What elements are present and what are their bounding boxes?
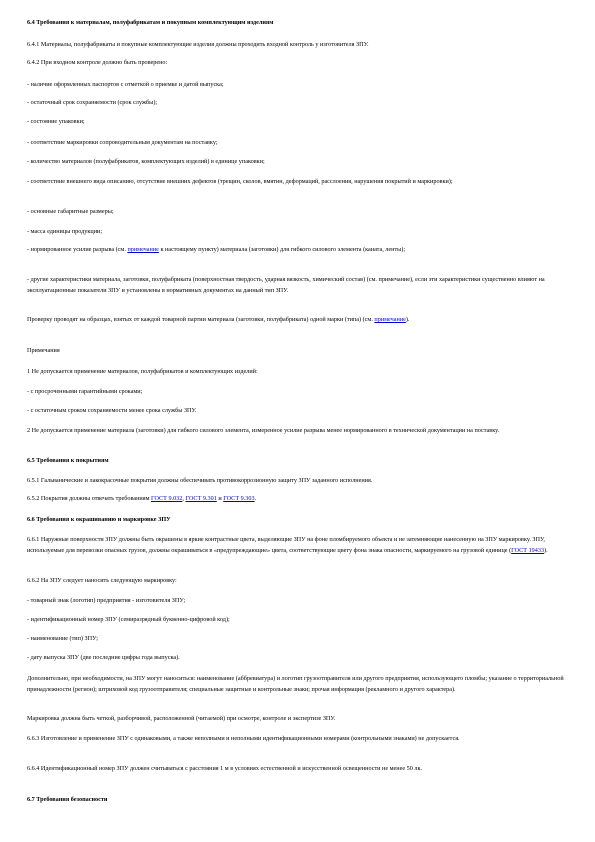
list-item-dimensions: - основные габаритные размеры; (27, 208, 114, 215)
list-item-shelf-life: - остаточный срок сохраняемости (срок службы); (27, 99, 158, 106)
list-item-packaging: - состояние упаковки; (27, 118, 85, 125)
paragraph-6-5-1: 6.5.1 Гальванические и лакокрасочные покрытия должны обеспечивать противокоррозионную защиту ЗПУ заданного исполнения. (27, 477, 373, 484)
note-1-item-expired: - с просроченными гарантийными сроками; (27, 388, 143, 395)
paragraph-readability: Маркировка должна быть четкой, разборчивой, расположенной (читаемой) при осмотре, контроле и экспертизе ЗПУ. (27, 715, 336, 722)
note-link[interactable]: примечание (374, 316, 406, 323)
paragraph-6-4-2: 6.4.2 При входном контроле должно быть проверено: (27, 59, 168, 66)
paragraph-6-5-2: 6.5.2 Покрытия должны отвечать требованиям ГОСТ 9.032, ГОСТ 9.301 и ГОСТ 9.303. (27, 495, 257, 502)
list-item-tensile: - нормированное усилие разрыва (см. примечание к настоящему пункту) материала (заготовки) для гибкого силового элемента (каната, ленты); (27, 246, 406, 253)
section-heading-6-7: 6.7 Требования безопасности (27, 796, 108, 803)
section-heading-6-6: 6.6 Требования к окрашиванию и маркировке ЗПУ (27, 516, 171, 523)
gost-9-301-link[interactable]: ГОСТ 9.301 (185, 495, 217, 502)
paragraph-sampling: Проверку проводят на образцах, взятых от каждой товарной партии материала (заготовки, полуфабриката) одной марки (типа) (см. примечание). (27, 316, 410, 323)
paragraph-6-6-2: 6.6.2 На ЗПУ следует наносить следующую маркировку: (27, 577, 177, 584)
paragraph-6-6-1: 6.6.1 Наружные поверхности ЗПУ должны быть окрашены в яркие контрастные цвета, выделяющие ЗПУ на фоне пломбируемого объекта и не затемняющие нанесенную на ЗПУ маркировку. ЗПУ, используемые для перевозки опасных грузов, должны окрашиваться в «предупреждающие» цвета, соответствующие цвету фона знака опасности, маркируемого на грузовой единице (ГОСТ 19433). (27, 536, 548, 554)
section-heading-6-5: 6.5 Требования к покрытиям (27, 457, 109, 464)
list-item-other-properties: - другие характеристики материала, заготовки, полуфабриката (поверхностная твердость, ударная вязкость, химический состав) (см. примечание), если эти характеристики существенно влияют на эксплуатационные показатели ЗПУ и установлены в нормативных документах на данный тип ЗПУ. (27, 276, 545, 294)
list-item-mass: - масса единицы продукции; (27, 228, 103, 235)
gost-19433-link[interactable]: ГОСТ 19433 (511, 546, 545, 554)
marking-item-type: - наименование (тип) ЗПУ; (27, 635, 98, 642)
note-2: 2 Не допускается применение материала (заготовки) для гибкого силового элемента, измеренное усилие разрыва менее нормированного в технической документации на поставку. (27, 427, 500, 434)
marking-item-id-number: - идентификационный номер ЗПУ (семиразрядный буквенно-цифровой код); (27, 616, 230, 623)
gost-9-303-link[interactable]: ГОСТ 9.303 (223, 495, 255, 502)
section-heading-6-4: 6.4 Требования к материалам, полуфабрикатам и покупным комплектующим изделиям (27, 19, 274, 26)
list-item-quantity: - количество материалов (полуфабрикатов, комплектующих изделий) в единице упаковки; (27, 158, 265, 165)
list-item-appearance: - соответствие внешнего вида описанию, отсутствие внешних дефектов (трещин, сколов, вмятин, деформаций, расслоения, нарушения покрытий и маркировки); (27, 178, 453, 185)
list-item-marking: - соответствие маркировки сопроводительным документам на поставку; (27, 139, 218, 146)
paragraph-additional-marking: Дополнительно, при необходимости, на ЗПУ могут наноситься: наименование (аббревиатура) и логотип грузоотправителя или другого предприятия, использующего пломбы; указание о территориальной принадлежности (регион); штриховой код грузоотправителя; специальные защитные и контрольные знаки; прочая информация (рекламного и другого характера). (27, 675, 564, 693)
list-item-passports: - наличие оформленных паспортов с отметкой о приемке и датой выпуска; (27, 81, 224, 88)
marking-item-date: - дату выпуска ЗПУ (две последние цифры года выпуска). (27, 654, 180, 661)
note-1-item-shelf-life: - с остаточным сроком сохраняемости менее срока службы ЗПУ. (27, 407, 197, 414)
gost-9-032-link[interactable]: ГОСТ 9.032 (151, 495, 183, 502)
paragraph-6-6-4: 6.6.4 Идентификационный номер ЗПУ должен считываться с расстояния 1 м в условиях естественной и искусственной освещенности не менее 50 лк. (27, 765, 423, 772)
paragraph-6-6-3: 6.6.3 Изготовление и применение ЗПУ с одинаковыми, а также неполными и неполными идентификационными номерами (контрольными знаками) не допускается. (27, 735, 460, 742)
note-1: 1 Не допускается применение материалов, полуфабрикатов и комплектующих изделий: (27, 368, 258, 375)
marking-item-logo: - товарный знак (логотип) предприятия - изготовителя ЗПУ; (27, 597, 186, 604)
paragraph-6-4-1: 6.4.1 Материалы, полуфабрикаты и покупные комплектующие изделия должны проходить входной контроль у изготовителя ЗПУ. (27, 41, 369, 48)
note-link[interactable]: примечание (127, 246, 159, 253)
notes-title: Примечания (27, 347, 60, 354)
